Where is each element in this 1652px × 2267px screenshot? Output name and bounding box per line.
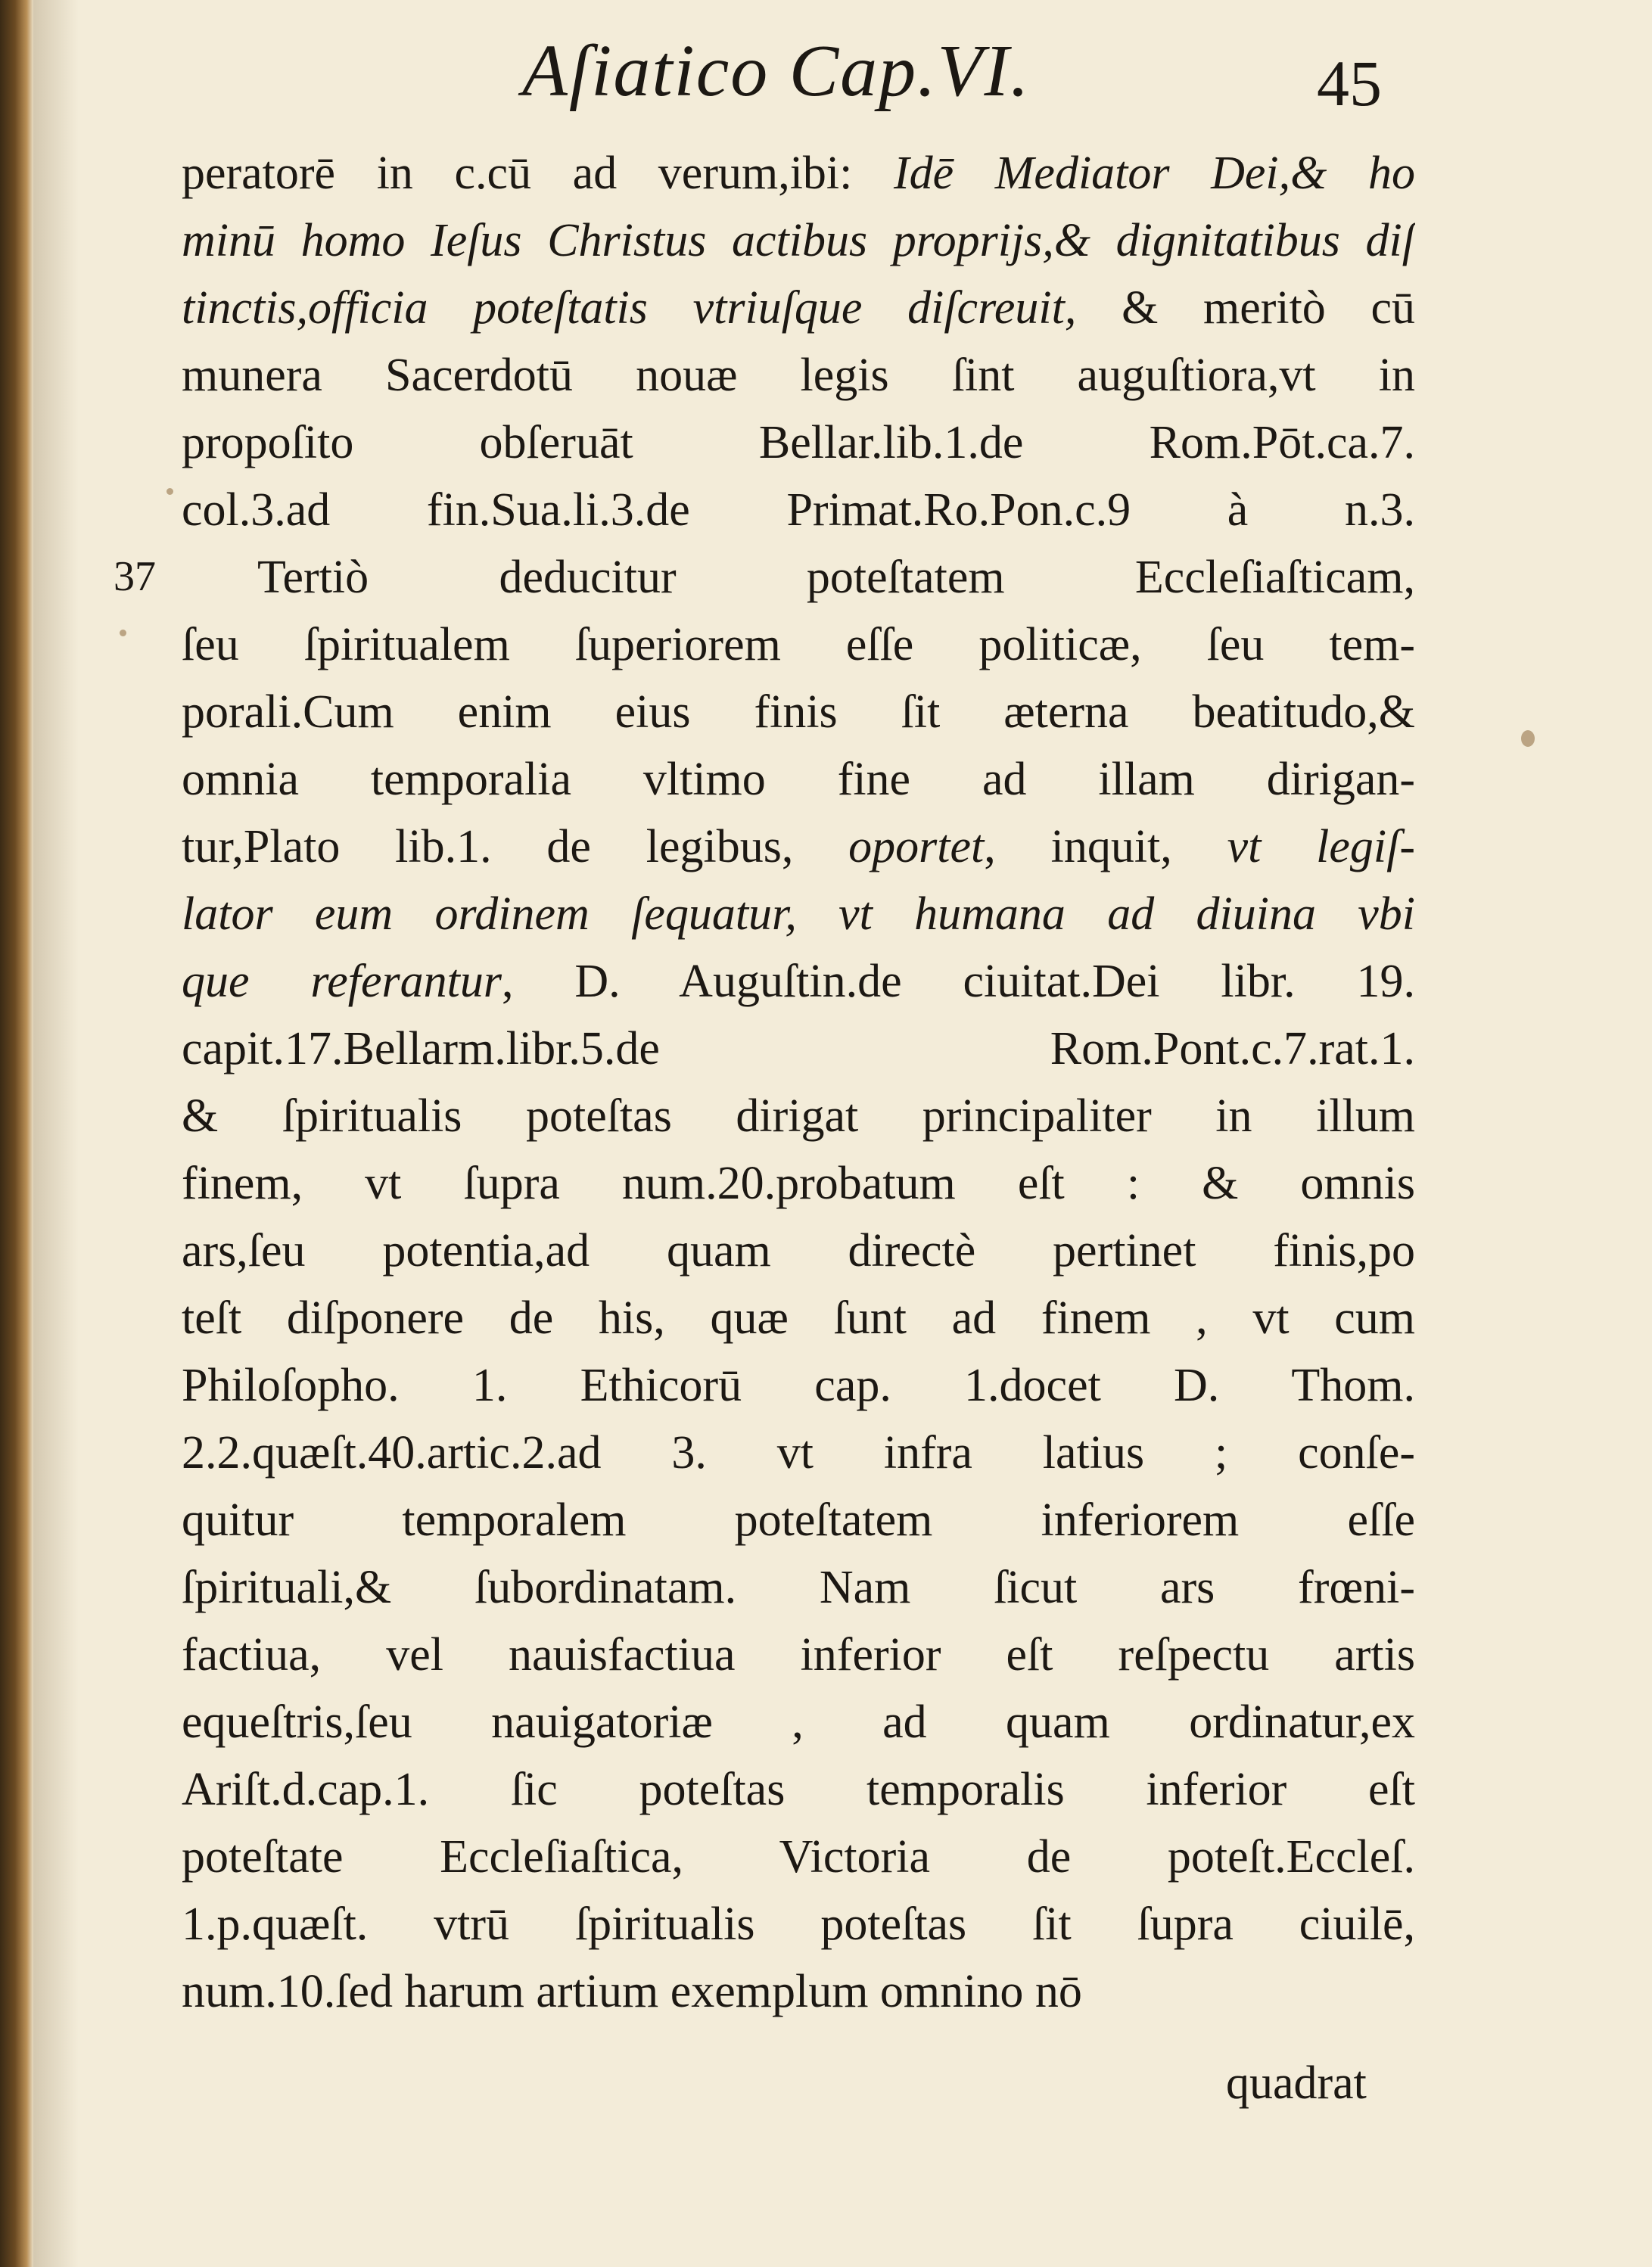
text-line: finem, vt ſupra num.20.probatum eſt : & omnis [182, 1158, 1415, 1209]
text-line: quitur temporalem poteſtatem inferiorem eſſe [182, 1494, 1415, 1546]
text-line: Philoſopho. 1. Ethicorū cap. 1.docet D. Thom. [182, 1360, 1415, 1411]
text-line: equeſtris,ſeu nauigatoriæ , ad quam ordinatur,ex [182, 1696, 1415, 1748]
text-line: Tertiò deducitur poteſtatem Eccleſiaſticam, [257, 552, 1415, 603]
text-line: munera Sacerdotū nouæ legis ſint auguſtiora,vt in [182, 350, 1415, 401]
text-line: poteſtate Eccleſiaſtica, Victoria de poteſt.Eccleſ. [182, 1831, 1415, 1883]
paper-stain [166, 488, 173, 495]
text-line: ars,ſeu potentia,ad quam directè pertinet finis,po [182, 1225, 1415, 1277]
text-line: num.10.ſed harum artium exemplum omnino nō [182, 1966, 1082, 2017]
page-number: 45 [1317, 47, 1382, 120]
text-line: teſt diſponere de his, quæ ſunt ad finem , vt cum [182, 1292, 1415, 1344]
text-line: factiua, vel nauisfactiua inferior eſt reſpectu artis [182, 1629, 1415, 1681]
text-line: minū homo Ieſus Christus actibus proprijs,& dignitatibus diſ [182, 215, 1415, 266]
text-line: propoſito obſeruāt Bellar.lib.1.de Rom.Pōt.ca.7. [182, 417, 1415, 468]
text-line: lator eum ordinem ſequatur, vt humana ad diuina vbi [182, 888, 1415, 940]
text-line: ſeu ſpiritualem ſuperiorem eſſe politicæ, ſeu tem- [182, 619, 1415, 670]
paper-stain [120, 630, 126, 636]
text-line: 1.p.quæſt. vtrū ſpiritualis poteſtas ſit ſupra ciuilē, [182, 1898, 1415, 1950]
text-line: peratorē in c.cū ad verum,ibi: Idē Mediator Dei,& ho [182, 148, 1415, 199]
text-line: Ariſt.d.cap.1. ſic poteſtas temporalis inferior eſt [182, 1764, 1415, 1815]
catchword: quadrat [1226, 2057, 1367, 2109]
text-line: col.3.ad fin.Sua.li.3.de Primat.Ro.Pon.c.9 à n.3. [182, 484, 1415, 536]
text-line: & ſpiritualis poteſtas dirigat principaliter in illum [182, 1090, 1415, 1142]
text-line: porali.Cum enim eius finis ſit æterna beatitudo,& [182, 686, 1415, 738]
book-spine-edge [0, 0, 33, 2267]
text-line: tur,Plato lib.1. de legibus, oportet, inquit, vt legiſ- [182, 821, 1415, 872]
text-line: 2.2.quæſt.40.artic.2.ad 3. vt infra latius ; conſe- [182, 1427, 1415, 1479]
body-text [182, 140, 1415, 2026]
gutter-shadow [33, 0, 79, 2267]
text-line: tinctis,officia poteſtatis vtriuſque diſcreuit, & meritò cū [182, 282, 1415, 334]
text-line: capit.17.Bellarm.libr.5.de Rom.Pont.c.7.rat.1. [182, 1023, 1415, 1074]
paper-stain [1521, 730, 1535, 747]
running-head: Aſiatico Cap.VI. [522, 30, 1031, 112]
margin-paragraph-number: 37 [114, 553, 156, 600]
text-line: que referantur, D. Auguſtin.de ciuitat.Dei libr. 19. [182, 956, 1415, 1007]
text-line: ſpirituali,& ſubordinatam. Nam ſicut ars frœni- [182, 1562, 1415, 1613]
text-line: omnia temporalia vltimo fine ad illam dirigan- [182, 754, 1415, 805]
